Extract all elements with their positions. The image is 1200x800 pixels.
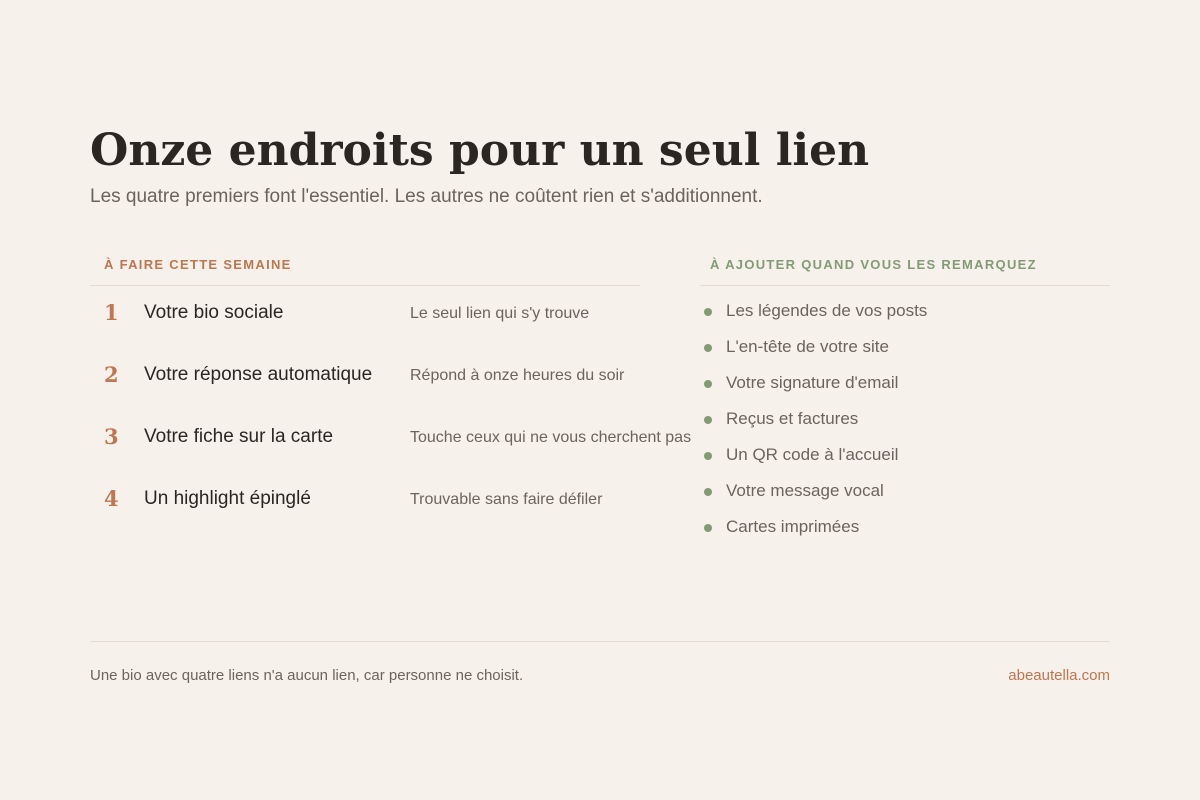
extra-label: Votre message vocal [726, 481, 884, 500]
priority-description: Touche ceux qui ne vous cherchent pas [410, 429, 692, 446]
footer [90, 641, 1110, 684]
extra-label: Reçus et factures [726, 409, 859, 428]
priority-item [90, 410, 692, 472]
extra-label: Un QR code à l'accueil [726, 445, 899, 464]
extra-label: Votre signature d'email [726, 373, 899, 392]
priority-section [90, 256, 692, 534]
website-link[interactable]: abeautella.com [1008, 667, 1110, 684]
extra-item [700, 335, 1110, 371]
bullet-dot-icon [704, 416, 712, 424]
priority-number: 2 [104, 362, 119, 387]
extra-item [700, 299, 1110, 335]
footer-note: Une bio avec quatre liens n'a aucun lien, car personne ne choisit. [90, 667, 524, 684]
page-subtitle: Les quatre premiers font l'essentiel. Les autres ne coûtent rien et s'additionnent. [90, 186, 763, 207]
priority-list [90, 286, 692, 534]
bullet-dot-icon [704, 488, 712, 496]
extras-section [700, 256, 1110, 551]
priority-description: Répond à onze heures du soir [410, 367, 625, 384]
extra-label: Cartes imprimées [726, 517, 860, 536]
bullet-dot-icon [704, 308, 712, 316]
priority-label: Un highlight épinglé [144, 488, 311, 509]
extra-label: Les légendes de vos posts [726, 301, 928, 320]
bullet-dot-icon [704, 524, 712, 532]
extras-heading: À AJOUTER QUAND VOUS LES REMARQUEZ [700, 256, 1110, 286]
priority-number: 3 [104, 424, 119, 449]
priority-item [90, 286, 640, 348]
bullet-dot-icon [704, 380, 712, 388]
priority-item [90, 472, 640, 534]
priority-number: 1 [104, 300, 119, 325]
extra-item [700, 371, 1110, 407]
extras-list [700, 286, 1110, 551]
extra-item [700, 479, 1110, 515]
page-title: Onze endroits pour un seul lien [90, 125, 870, 176]
bullet-dot-icon [704, 452, 712, 460]
priority-description: Le seul lien qui s'y trouve [410, 305, 590, 322]
priority-item [90, 348, 640, 410]
priority-description: Trouvable sans faire défiler [410, 491, 603, 508]
page-content [90, 124, 1110, 536]
extra-item [700, 515, 1110, 551]
extra-item [700, 407, 1110, 443]
extra-item [700, 443, 1110, 479]
priority-label: Votre réponse automatique [144, 364, 373, 385]
priority-label: Votre bio sociale [144, 302, 284, 323]
bullet-dot-icon [704, 344, 712, 352]
extra-label: L'en-tête de votre site [726, 337, 889, 356]
priority-heading: À FAIRE CETTE SEMAINE [90, 256, 640, 286]
priority-number: 4 [104, 486, 119, 511]
priority-label: Votre fiche sur la carte [144, 426, 334, 447]
